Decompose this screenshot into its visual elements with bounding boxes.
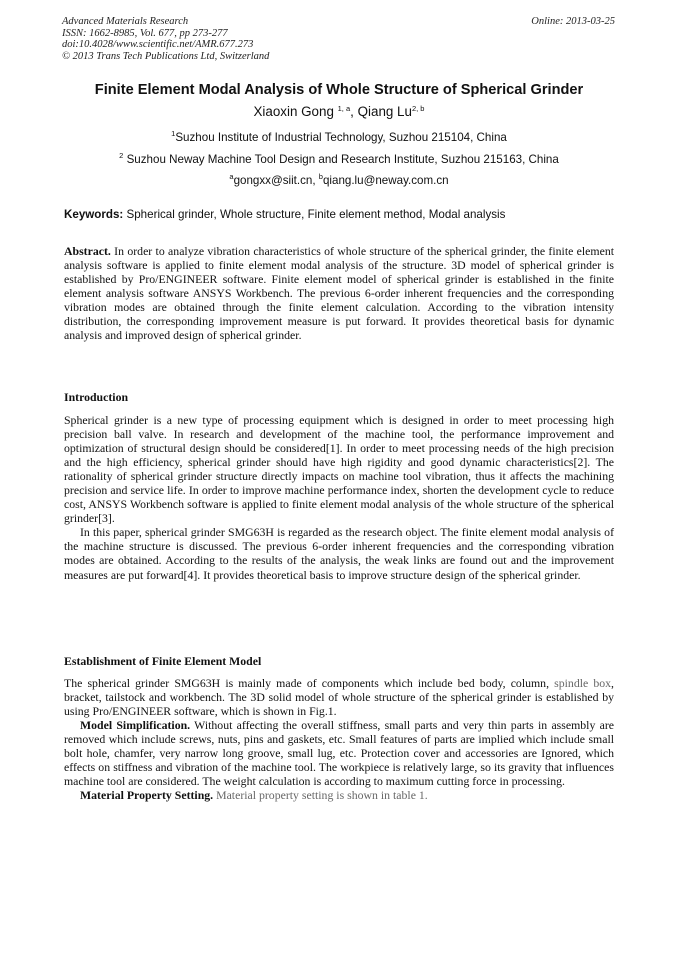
author-1-affil-mark: 1, a (337, 104, 351, 113)
affiliation-2-text: Suzhou Neway Machine Tool Design and Research Institute, Suzhou 215163, China (126, 153, 559, 166)
abstract-text: In order to analyze vibration characteristics of whole structure of the spherical grinder, the finite element analysis software is applied to finite element modal analysis of the structure. 3D model of spherical grinder is established by Pro/ENGINEER software. Finite element model of spherical grinder is established in the finite element analysis software ANSYS Workbench. The previous 6-order inherent frequencies and the corresponding vibration modes are obtained through the finite element calculation. According to the vibration intensity distribution, the corresponding improvement measure is put forward. It provides theoretical basis for dynamic analysis and improved design of spherical grinder. (64, 244, 614, 343)
establishment-p1-start: The spherical grinder SMG63H is mainly made of components which include bed body, column, (64, 676, 555, 690)
affiliation-1-mark: 1 (171, 129, 176, 138)
affiliation-2 (0, 153, 678, 167)
keywords (64, 208, 616, 222)
journal-issn: ISSN: 1662-8985, Vol. 677, pp 273-277 (62, 27, 228, 39)
material-property-text: Material property setting is shown in table 1. (213, 788, 428, 803)
email-a: gongxx@siit.cn, (233, 174, 319, 187)
email-b: qiang.lu@neway.com.cn (322, 174, 449, 187)
author-1-name: Xiaoxin Gong (253, 104, 334, 119)
journal-name: Advanced Materials Research (62, 16, 189, 27)
establishment-p1-end: , bracket, tailstock and workbench. The 3D solid model of whole structure of the spherical grinder is established by using Pro/ENGINEER software, which is shown in Fig.1. (64, 676, 614, 719)
keywords-text: Spherical grinder, Whole structure, Finite element method, Modal analysis (123, 208, 506, 221)
model-simplification-paragraph (64, 718, 614, 788)
email-a-mark: a (229, 172, 234, 181)
model-simplification-text: Without affecting the overall stiffness, small parts and very thin parts in assembly are removed which include screws, nuts, pins and gaskets, etc. Small features of parts are implied which include small bolt hole, chamfer, very narrow long groove, small lug, etc. Protection cover and accessories are Ignored, which effects on stiffness and vibration of the machine tool. The workpiece is relatively large, so its gravity that influences machine tool are considered. The weight calculation is according to maximum cutting force in processing. (64, 718, 615, 789)
spindle-box-term: spindle box (554, 676, 612, 690)
paper-title: Finite Element Modal Analysis of Whole Structure of Spherical Grinder (94, 82, 584, 98)
material-property-label: Material Property Setting. (80, 788, 214, 803)
affiliation-1-text: Suzhou Institute of Industrial Technology, Suzhou 215104, China (175, 131, 507, 144)
keywords-label: Keywords: (64, 208, 124, 221)
author-2-name: Qiang Lu (357, 104, 412, 119)
establishment-body (64, 676, 614, 802)
journal-header (62, 16, 269, 62)
introduction-paragraph-2: In this paper, spherical grinder SMG63H is regarded as the research object. The finite element modal analysis of the machine structure is discussed. The previous 6-order inherent frequencies and the corresponding vibration modes are obtained. According to the results of the analysis, the weak links are found out and the improvement measures are put forward[4]. It provides theoretical basis to improve structure design of the spherical grinder. (64, 525, 614, 582)
affiliation-2-mark: 2 (119, 151, 124, 160)
email-b-mark: b (318, 172, 323, 181)
author-separator: , (350, 104, 358, 119)
establishment-paragraph-1 (64, 676, 614, 718)
journal-doi: doi:10.4028/www.scientific.net/AMR.677.273 (62, 39, 254, 50)
author-2-affil-mark: 2, b (411, 104, 425, 113)
abstract-label: Abstract. (64, 244, 111, 258)
introduction-heading: Introduction (64, 390, 129, 404)
introduction-body (64, 413, 614, 582)
abstract (64, 244, 614, 342)
affiliation-1 (0, 131, 678, 145)
journal-copyright: © 2013 Trans Tech Publications Ltd, Switzerland (62, 50, 270, 62)
author-emails (0, 174, 678, 188)
model-simplification-label: Model Simplification. (80, 718, 191, 733)
introduction-paragraph-1: Spherical grinder is a new type of processing equipment which is designed in order to meet processing high precision ball valve. In research and development of the machine tool, the performance improvement and optimization of structural design should be considered[1]. In order to meet processing needs of the high precision and the high efficiency, spherical grinder should have high rigidity and good dynamic characteristics[2]. The rationality of spherical grinder structure directly impacts on machine tool vibration, thus it affects the machining precision and service life. In order to improve machine performance index, shorten the development cycle to reduce cost, ANSYS Workbench software is applied to finite element modal analysis of the whole structure of the spherical grinder[3]. (64, 413, 614, 526)
material-property-paragraph (64, 788, 614, 802)
author-line (0, 103, 678, 120)
establishment-heading: Establishment of Finite Element Model (64, 654, 262, 668)
online-date: Online: 2013-03-25 (531, 16, 615, 27)
